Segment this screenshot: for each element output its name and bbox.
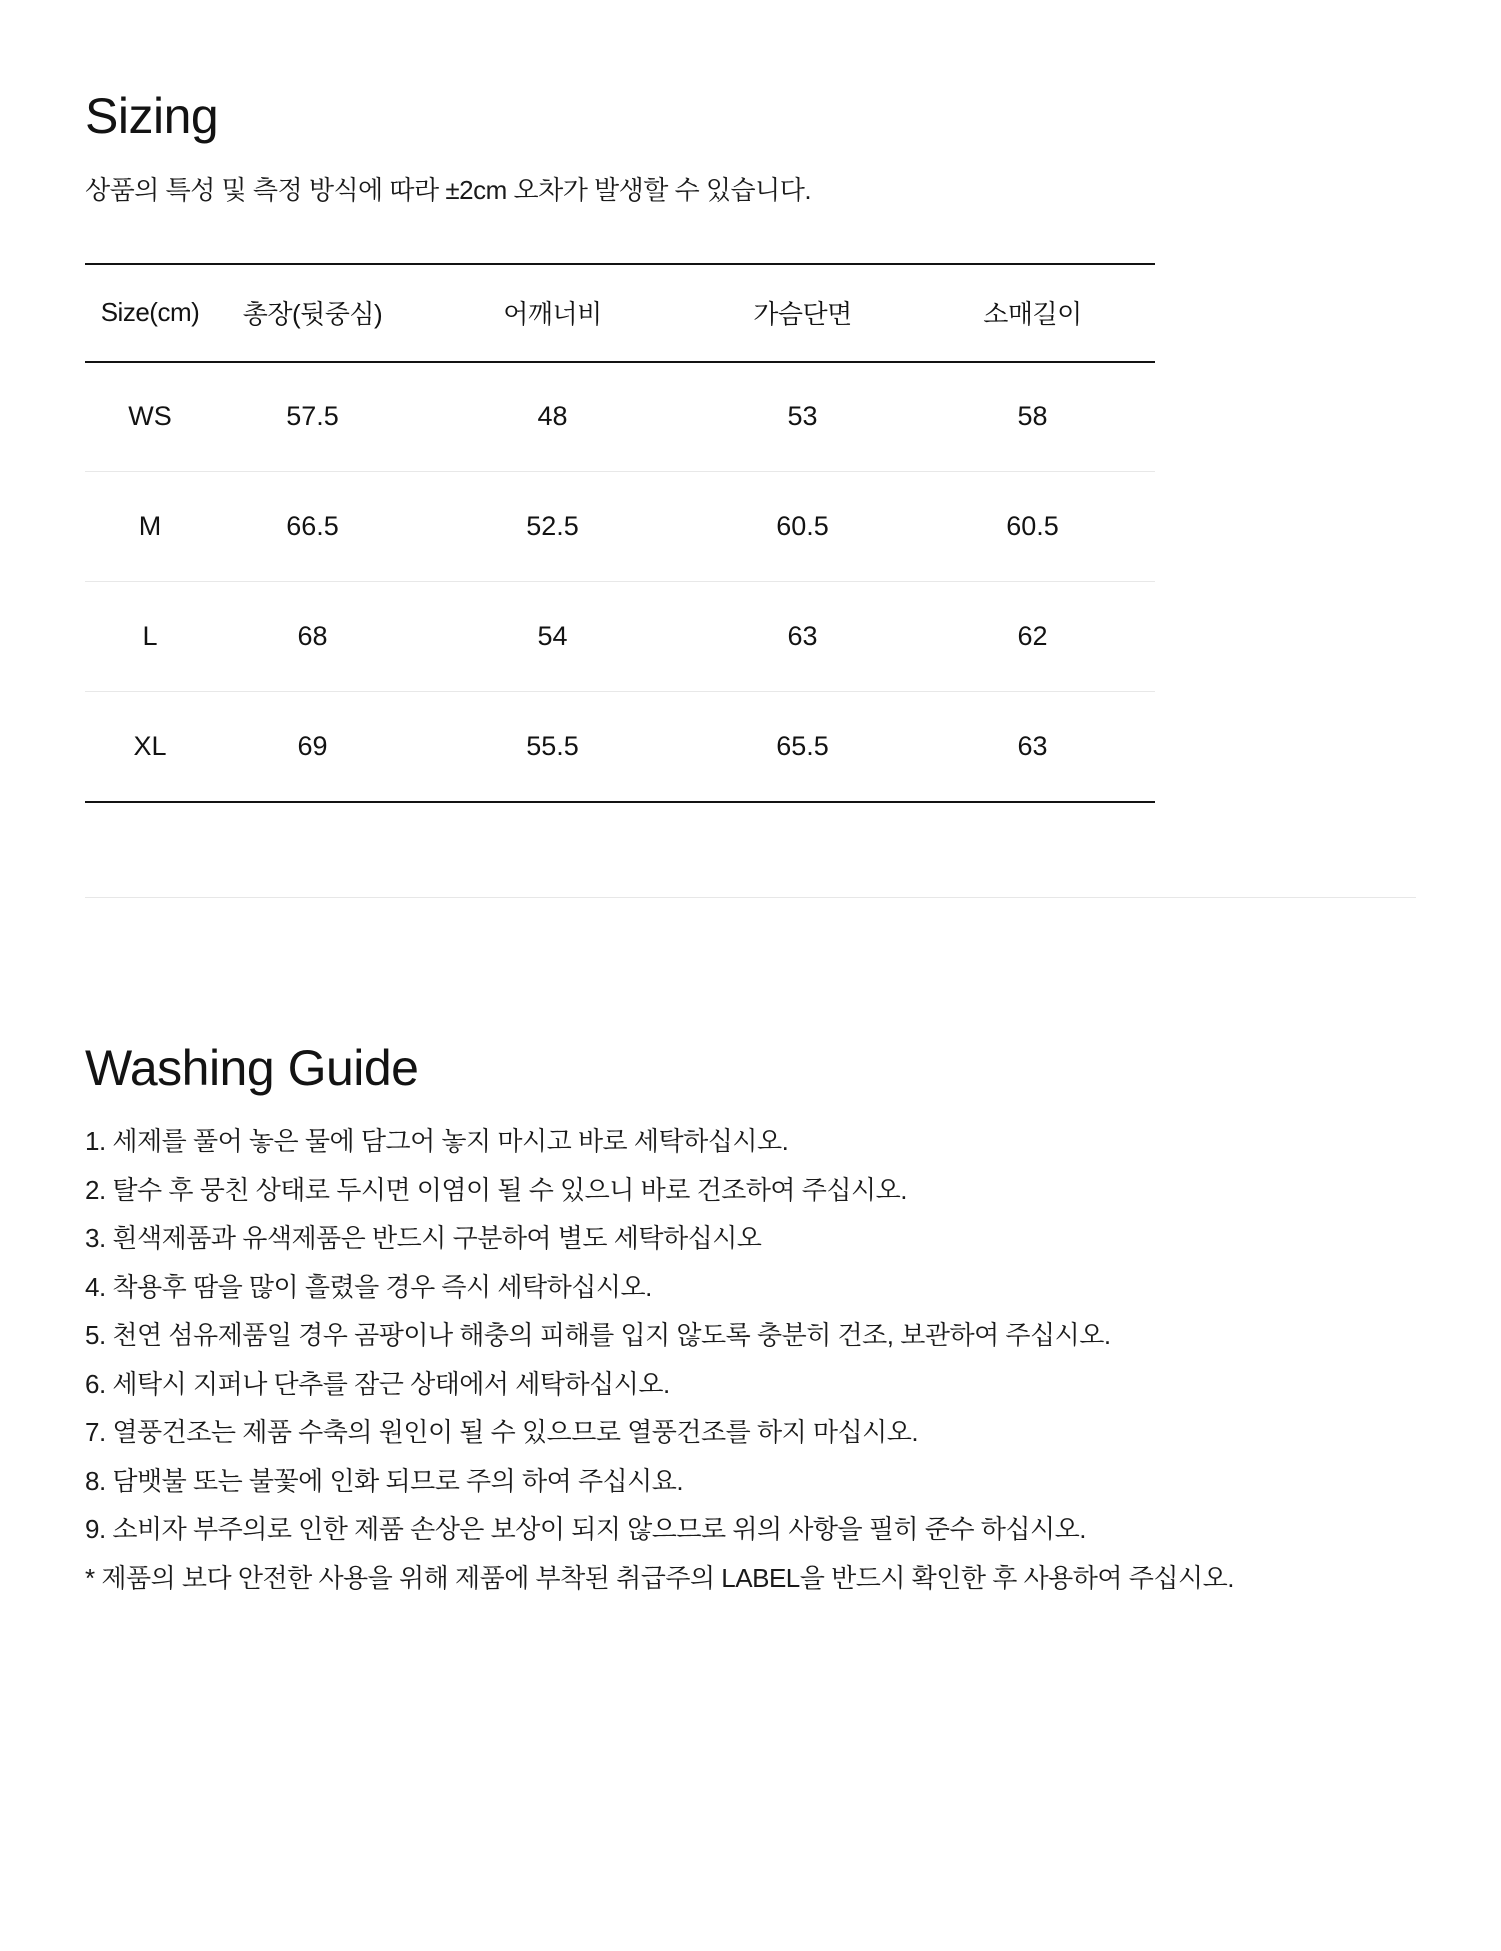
sizing-tolerance-note: 상품의 특성 및 측정 방식에 따라 ±2cm 오차가 발생할 수 있습니다. [85,174,812,205]
col-header-total-length: 총장(뒷중심) [242,299,383,329]
measure-value: 62 [1017,621,1048,651]
table-row-ws [85,362,1155,472]
size-label: L [142,621,158,651]
measure-value: 60.5 [776,511,829,541]
size-label: XL [133,730,167,761]
measure-value: 60.5 [1006,511,1059,541]
col-header-size: Size(cm) [100,297,200,327]
measure-value: 55.5 [526,730,579,761]
washing-guide-item: 9. 소비자 부주의로 인한 제품 손상은 보상이 되지 않으므로 위의 사항을 필히 준수 하십시오. [85,1514,1086,1544]
size-label: WS [128,401,172,432]
col-header-shoulder-width: 어깨너비 [503,299,602,329]
measure-value: 54 [537,621,568,651]
size-label: M [138,511,162,541]
washing-guide-title: Washing Guide [85,1039,419,1096]
col-header-sleeve-length: 소매길이 [983,299,1082,329]
table-row-xl [85,692,1155,802]
washing-guide-item: 7. 열풍건조는 제품 수축의 원인이 될 수 있으므로 열풍건조를 하지 마십시오. [85,1417,919,1447]
table-row-l [85,582,1155,692]
sizing-section-title: Sizing [85,88,219,144]
washing-guide-item: 6. 세탁시 지퍼나 단추를 잠근 상태에서 세탁하십시오. [85,1368,670,1399]
measure-value: 63 [787,621,818,651]
washing-guide-item: 5. 천연 섬유제품일 경우 곰팡이나 해충의 피해를 입지 않도록 충분히 건조, 보관하여 주십시오. [85,1320,1111,1350]
washing-guide-list [85,1117,1416,1602]
section-divider [85,897,1416,898]
sizing-table-header-row [85,264,1155,362]
washing-guide-item: * 제품의 보다 안전한 사용을 위해 제품에 부착된 취급주의 LABEL을 반드시 확인한 후 사용하여 주십시오. [85,1562,1234,1593]
measure-value: 68 [297,621,328,651]
washing-guide-item: 1. 세제를 풀어 놓은 물에 담그어 놓지 마시고 바로 세탁하십시오. [85,1126,789,1156]
washing-guide-item: 2. 탈수 후 뭉친 상태로 두시면 이염이 될 수 있으니 바로 건조하여 주십시오. [85,1174,907,1205]
measure-value: 66.5 [286,511,339,541]
measure-value: 58 [1017,401,1048,432]
measure-value: 48 [537,401,568,432]
measure-value: 63 [1017,730,1048,761]
measure-value: 53 [787,401,818,432]
sizing-table [85,263,1155,803]
col-header-chest-width: 가슴단면 [753,299,852,329]
washing-guide-item: 8. 담뱃불 또는 불꽃에 인화 되므로 주의 하여 주십시요. [85,1465,684,1496]
measure-value: 52.5 [526,511,579,541]
measure-value: 65.5 [776,730,829,761]
table-row-m [85,472,1155,582]
washing-guide-item: 3. 흰색제품과 유색제품은 반드시 구분하여 별도 세탁하십시오 [85,1223,762,1253]
measure-value: 69 [297,730,328,761]
measure-value: 57.5 [286,401,339,432]
washing-guide-item: 4. 착용후 땀을 많이 흘렸을 경우 즉시 세탁하십시오. [85,1271,652,1302]
